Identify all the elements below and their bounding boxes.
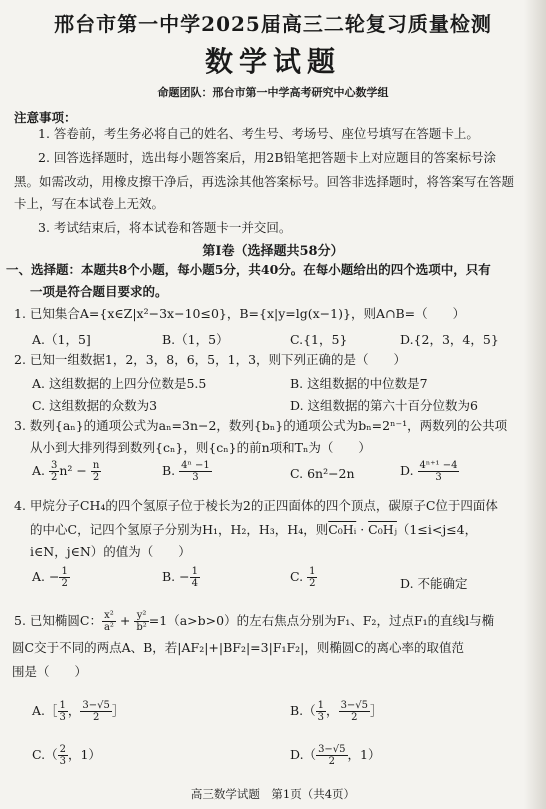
q5-a-end: ］ (111, 703, 125, 718)
q4-dot: · (356, 522, 369, 537)
q5-a-mid: ， (67, 703, 81, 718)
q3-a-den: 2 (51, 472, 58, 483)
q5-stem-rest: =1（a>b>0）的左右焦点分别为F₁、F₂，过点F₁的直线l与椭 (148, 613, 495, 628)
q5-d-lead: D.（ (290, 747, 317, 762)
section-intro-cont: 一项是符合题目要求的。 (30, 284, 168, 299)
q4-option-c (290, 566, 317, 589)
q4-c-num: 1 (309, 566, 316, 577)
q5-b-end: ］ (370, 703, 383, 718)
notice-item-2-end: 卡上，写在本试卷上无效。 (14, 196, 165, 211)
q4-option-a-letter: A. (32, 569, 46, 584)
notice-item-2-cont: 黑。如需改动，用橡皮擦干净后，再选涂其他答案标号。回答非选择题时，将答案写在答题 (14, 174, 515, 189)
q4-b-sign: − (179, 569, 190, 584)
question-4-stem: 4. 甲烷分子CH₄的四个氢原子位于棱长为2的正四面体的四个顶点，碳原子C位于四面体 (14, 498, 498, 513)
q5-b-d1: 3 (317, 712, 325, 723)
q5-option-c (32, 744, 101, 767)
author-team: 命题团队：邢台市第一中学高考研究中心数学组 (157, 86, 389, 99)
q2-option-d: D. 这组数据的第六十百分位数为6 (290, 398, 478, 413)
q3-option-c: C. 6n²−2n (290, 466, 355, 481)
q4-b-den: 4 (191, 578, 199, 589)
q5-d-end: ，1） (347, 747, 381, 762)
q3-a2-num: n (92, 460, 100, 471)
notice-item-2: 2. 回答选择题时，选出每小题答案后，用2B铅笔把答题卡上对应题目的答案标号涂 (38, 150, 497, 165)
q1-option-c: C.{1，5} (290, 332, 348, 347)
page-footer: 高三数学试题 第1页（共4页） (190, 787, 356, 801)
q5-d-n1: 3−√5 (318, 744, 346, 755)
question-1-stem: 1. 已知集合A={x∈Z|x²−3x−10≤0}，B={x|y=lg(x−1)}，则A∩B=（ ） (14, 306, 466, 321)
q3-option-a (32, 460, 101, 483)
q5-x-fraction (102, 610, 116, 633)
question-3-stem-cont: 从小到大排列得到数列{cₙ}，则{cₙ}的前n项和Tₙ为（ ） (30, 440, 371, 455)
q5-c-d1: 3 (59, 756, 66, 767)
q5-plus: + (115, 613, 135, 628)
q4-option-b-letter: B. (162, 569, 176, 584)
q5-option-b (290, 700, 383, 723)
q5-d-frac (316, 744, 347, 767)
q3-option-b-letter: B. (162, 463, 176, 478)
q3-a-fraction-1 (49, 460, 59, 483)
notice-heading: 注意事项： (14, 110, 77, 125)
subject-title: 数学试题 (204, 45, 341, 78)
q1-option-a: A.（1，5] (32, 332, 91, 347)
section-intro: 一、选择题：本题共8个小题，每小题5分，共40分。在每小题给出的四个选项中，只有 (6, 262, 491, 277)
q5-a-n2: 3−√5 (82, 700, 110, 711)
page-edge-shadow (524, 0, 546, 809)
question-5-stem-cont: 圆C交于不同的两点A、B，若|AF₂|+|BF₂|=3|F₁F₂|，则椭圆C的离心率的取值范 (12, 640, 464, 655)
q3-d-den: 3 (435, 472, 442, 483)
q4-option-b (162, 566, 200, 589)
question-2-stem: 2. 已知一组数据1，2，3，8，6，5，1，3，则下列正确的是（ ） (14, 352, 407, 367)
q5-b-d2: 2 (351, 712, 358, 723)
q2-option-c: C. 这组数据的众数为3 (32, 398, 158, 413)
q4-vector-1: C₀Hᵢ (328, 522, 357, 537)
q1-option-d: D.{2，3，4，5} (400, 332, 499, 347)
q5-c-n1: 2 (59, 744, 66, 755)
q3-d-num: 4ⁿ⁺¹ −4 (419, 460, 458, 471)
q5-b-n1: 1 (317, 700, 325, 711)
q3-option-d-letter: D. (400, 463, 414, 478)
q5-b-n2: 3−√5 (340, 700, 369, 711)
notice-item-3: 3. 考试结束后，将本试卷和答题卡一并交回。 (38, 220, 292, 235)
q5-a-d2: 2 (92, 712, 100, 723)
q5-a-lead: A.［ (32, 703, 58, 718)
q4-vector-2: C₀Hⱼ (368, 522, 397, 537)
question-3-stem: 3. 数列{aₙ}的通项公式为aₙ=3n−2，数列{bₙ}的通项公式为bₙ=2ⁿ⁻¹，两数列的公共项 (14, 418, 508, 433)
q5-option-d (290, 744, 381, 767)
q5-c-lead: C.（ (32, 747, 58, 762)
question-5-stem-end: 围是（ ） (12, 664, 88, 679)
q3-b-num: 4ⁿ −1 (181, 460, 210, 471)
section-title: 第Ⅰ卷（选择题共58分） (202, 244, 344, 259)
question-4-stem-end: i∈N，j∈N）的值为（ ） (30, 544, 191, 559)
q5-a2: a² (103, 622, 114, 633)
q4-option-c-letter: C. (290, 569, 304, 584)
q5-a-frac-1 (58, 700, 68, 723)
q3-d-fraction (418, 460, 460, 483)
q4-stem-condition: （1≤i<j≤4， (396, 522, 478, 537)
q3-a-fraction-2 (91, 460, 101, 483)
q4-a-sign: − (49, 569, 60, 584)
q5-a-d1: 3 (59, 712, 66, 723)
q5-y-fraction (134, 610, 148, 633)
q3-option-d (400, 460, 459, 483)
q5-b-frac-1 (316, 700, 326, 723)
q5-y2: y² (134, 610, 148, 622)
q3-option-a-letter: A. (32, 463, 46, 478)
q4-option-d: D. 不能确定 (400, 576, 468, 591)
q2-option-b: B. 这组数据的中位数是7 (290, 376, 428, 391)
q3-option-b (162, 460, 212, 483)
q3-a2-den: 2 (92, 472, 100, 483)
q4-a-den: 2 (61, 578, 68, 589)
q5-c-frac (58, 744, 68, 767)
q4-b-num: 1 (191, 566, 199, 577)
q3-b-fraction (179, 460, 212, 483)
q4-a-num: 1 (61, 566, 68, 577)
q5-b2: b² (136, 622, 147, 633)
q4-option-a (32, 566, 70, 589)
q5-stem-lead: 5. 已知椭圆C： (14, 613, 102, 628)
q4-c-den: 2 (309, 578, 316, 589)
q5-b-lead: B.（ (290, 703, 316, 718)
q4-stem-text: 的中心C，记四个氢原子分别为H₁，H₂，H₃，H₄，则 (30, 522, 329, 537)
q4-a-fraction (59, 566, 69, 589)
q5-option-a (32, 700, 124, 723)
q4-b-fraction (190, 566, 200, 589)
notice-item-1: 1. 答卷前，考生务必将自己的姓名、考生号、考场号、座位号填写在答题卡上。 (38, 126, 479, 141)
q5-b-mid: ， (326, 703, 339, 718)
q3-a-num: 3 (51, 460, 58, 471)
q5-c-end: ，1） (67, 747, 101, 762)
exam-title: 邢台市第一中学2025届高三二轮复习质量检测 (54, 12, 492, 36)
q2-option-a: A. 这组数据的上四分位数是5.5 (32, 376, 207, 391)
q4-c-fraction (307, 566, 317, 589)
q3-a-rest: n² − (59, 463, 87, 478)
q5-x2: x² (102, 610, 116, 622)
q5-b-frac-2 (339, 700, 370, 723)
question-4-stem-cont (30, 522, 477, 538)
q5-a-frac-2 (80, 700, 111, 723)
q1-option-b: B.（1，5） (162, 332, 229, 347)
question-5-stem (14, 610, 494, 633)
q5-a-n1: 1 (59, 700, 66, 711)
q3-b-den: 3 (192, 472, 199, 483)
q5-d-d1: 2 (328, 756, 335, 767)
